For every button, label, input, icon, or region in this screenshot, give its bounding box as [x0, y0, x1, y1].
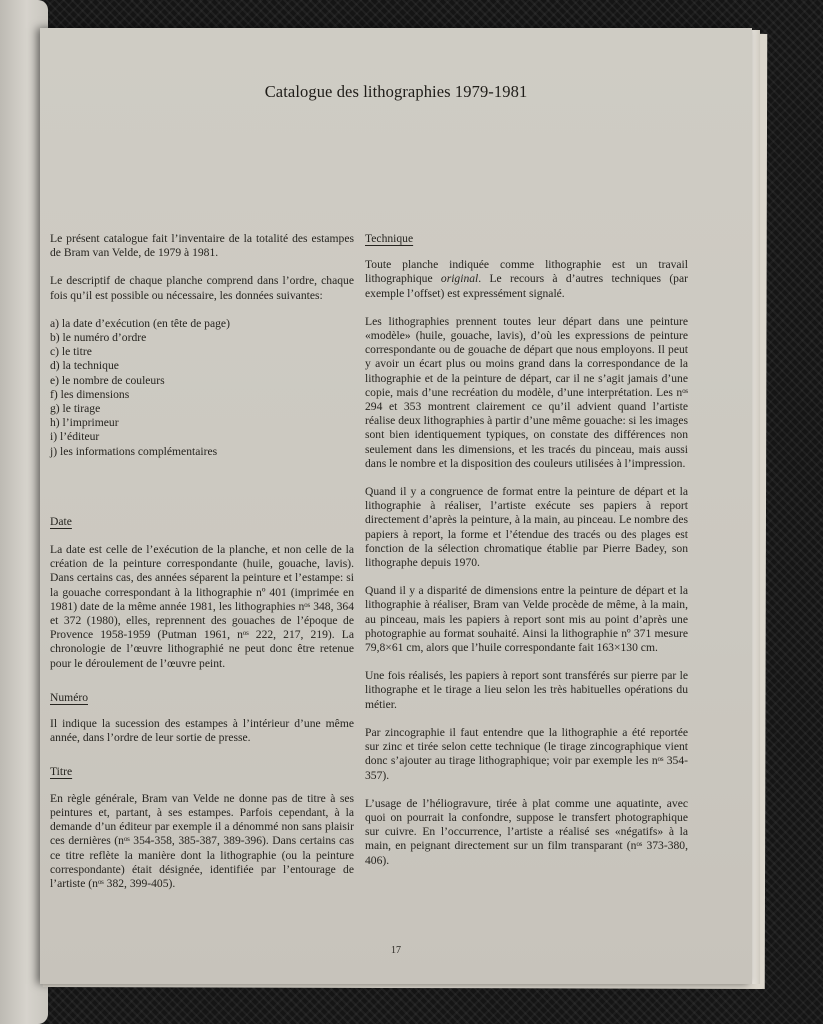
list-item: g) le tirage [50, 402, 101, 416]
list-item: a) la date d’exécution (en tête de page) [50, 316, 230, 330]
intro-paragraph-2: Le descriptif de chaque planche comprend dans l’ordre, chaque fois qu’il est possible ou nécessaire, les données suivantes: [50, 274, 354, 302]
heading-titre: Titre [50, 765, 73, 779]
field-list [50, 317, 354, 459]
date-paragraph: La date est celle de l’exécution de la planche, et non celle de la création de la peinture correspondante (huile, gouache, lavis). Dans certains cas, des années séparent la peinture et l’estampe: si la gouache correspondant à la lithographie nº 401 (imprimée en 1981) date de la même année 1981, les lithographies nᵒˢ 348, 364 et 372 (1980), elles, reprennent des gouaches de l’époque de Provence 1958-1959 (Putman 1961, nᵒˢ 222, 217, 219). La chronologie de l’œuvre lithographié ne peut donc être retenue pour le déroulement de l’œuvre peint. [50, 543, 354, 670]
list-item: e) le nombre de couleurs [50, 373, 165, 387]
intro-paragraph-1: Le présent catalogue fait l’inventaire de la totalité des estampes de Bram van Velde, de 1979 à 1981. [50, 232, 354, 260]
page-number: 17 [391, 945, 401, 956]
technique-paragraph-4: Quand il y a disparité de dimensions entre la peinture de départ et la lithographie à réaliser, Bram van Velde procède de même, à la main, au pinceau, mais les papiers à report sont mis au point d’après une photographie au format souhaité. Ainsi la lithographie nº 371 mesure 79,8×61 cm, alors que l’huile correspondante fait 163×130 cm. [365, 584, 688, 655]
list-item: f) les dimensions [50, 387, 130, 401]
left-column [50, 232, 354, 891]
numero-paragraph: Il indique la sucession des estampes à l’intérieur d’une même année, dans l’ordre de leur sortie de presse. [50, 717, 354, 745]
technique-paragraph-5: Une fois réalisés, les papiers à report sont transférés sur pierre par le lithographe et le tirage a lieu selon les très habituelles opérations du métier. [365, 669, 688, 711]
technique-paragraph-6: Par zincographie il faut entendre que la lithographie a été reportée sur zinc et tirée selon cette technique (le tirage zincographique vient donc s’ajouter au tirage lithographique; voir par exemple les nᵒˢ 354-357). [365, 725, 688, 782]
technique-paragraph-1: Toute planche indiquée comme lithographie est un travail lithographique original. Le recours à d’autres techniques (par exemple l’offset) est expressément signalé. [365, 258, 688, 300]
technique-paragraph-3: Quand il y a congruence de format entre la peinture de départ et la lithographie à réaliser, l’artiste exécute ses papiers à report directement d’après la peinture, à la main, au pinceau. Le nombre des papiers à report, la forme et l’étendue des tracés ou des plages est fonction de la sélection chromatique établie par Pierre Badey, son lithographe depuis 1970. [365, 485, 688, 570]
list-item: b) le numéro d’ordre [50, 331, 147, 345]
book-page [40, 28, 752, 984]
titre-paragraph: En règle générale, Bram van Velde ne donne pas de titre à ses peintures et, partant, à ses estampes. Parfois cependant, à la demande d’un éditeur par exemple il a dénommé non sans plaisir ces dernières (nᵒˢ 354-358, 385-387, 389-396). Dans certains cas ce titre reflète la manière dont la lithographie (ou la peinture correspondante) était désignée, identifiée par l’entourage de l’artiste (nᵒˢ 382, 399-405). [50, 791, 354, 890]
list-item: j) les informations complémentaires [50, 444, 218, 458]
page-title: Catalogue des lithographies 1979-1981 [264, 82, 528, 101]
list-item: i) l’éditeur [50, 430, 100, 444]
list-item: h) l’imprimeur [50, 416, 119, 430]
heading-date: Date [50, 514, 72, 528]
list-item: d) la technique [50, 359, 119, 373]
heading-technique: Technique [365, 232, 414, 245]
list-item: c) le titre [50, 345, 92, 359]
heading-numero: Numéro [50, 690, 88, 704]
technique-paragraph-7: L’usage de l’héliogravure, tirée à plat comme une aquatinte, avec quoi on pourrait la confondre, suppose le transfert photographique sur cuivre. En l’occurrence, l’artiste a réalisé ses «négatifs» à la main, en peignant directement sur un film transparant (nᵒˢ 373-380, 406). [365, 796, 688, 867]
technique-paragraph-2: Les lithographies prennent toutes leur départ dans une peinture «modèle» (huile, gouache, lavis), d’où les expressions de peinture correspondante ou de gouache de départ que nous employons. Il peut y avoir un écart plus ou moins grand dans la correspondance de la lithographie et de la peinture de départ, car il ne s’agit jamais d’une copie, mais d’une recréation du modèle, d’une interprétation. Les nᵒˢ 294 et 353 montrent clairement ce qu’il advient quand l’artiste réalise deux lithographies à partir d’une même gouache: si les images sont bien identiquement typiques, on constate des différences non seulement dans les dimensions, et les tracés du pinceau, mais aussi dans le nombre et la disposition des couleurs utilisées à l’impression. [365, 314, 688, 470]
right-column [365, 232, 688, 868]
